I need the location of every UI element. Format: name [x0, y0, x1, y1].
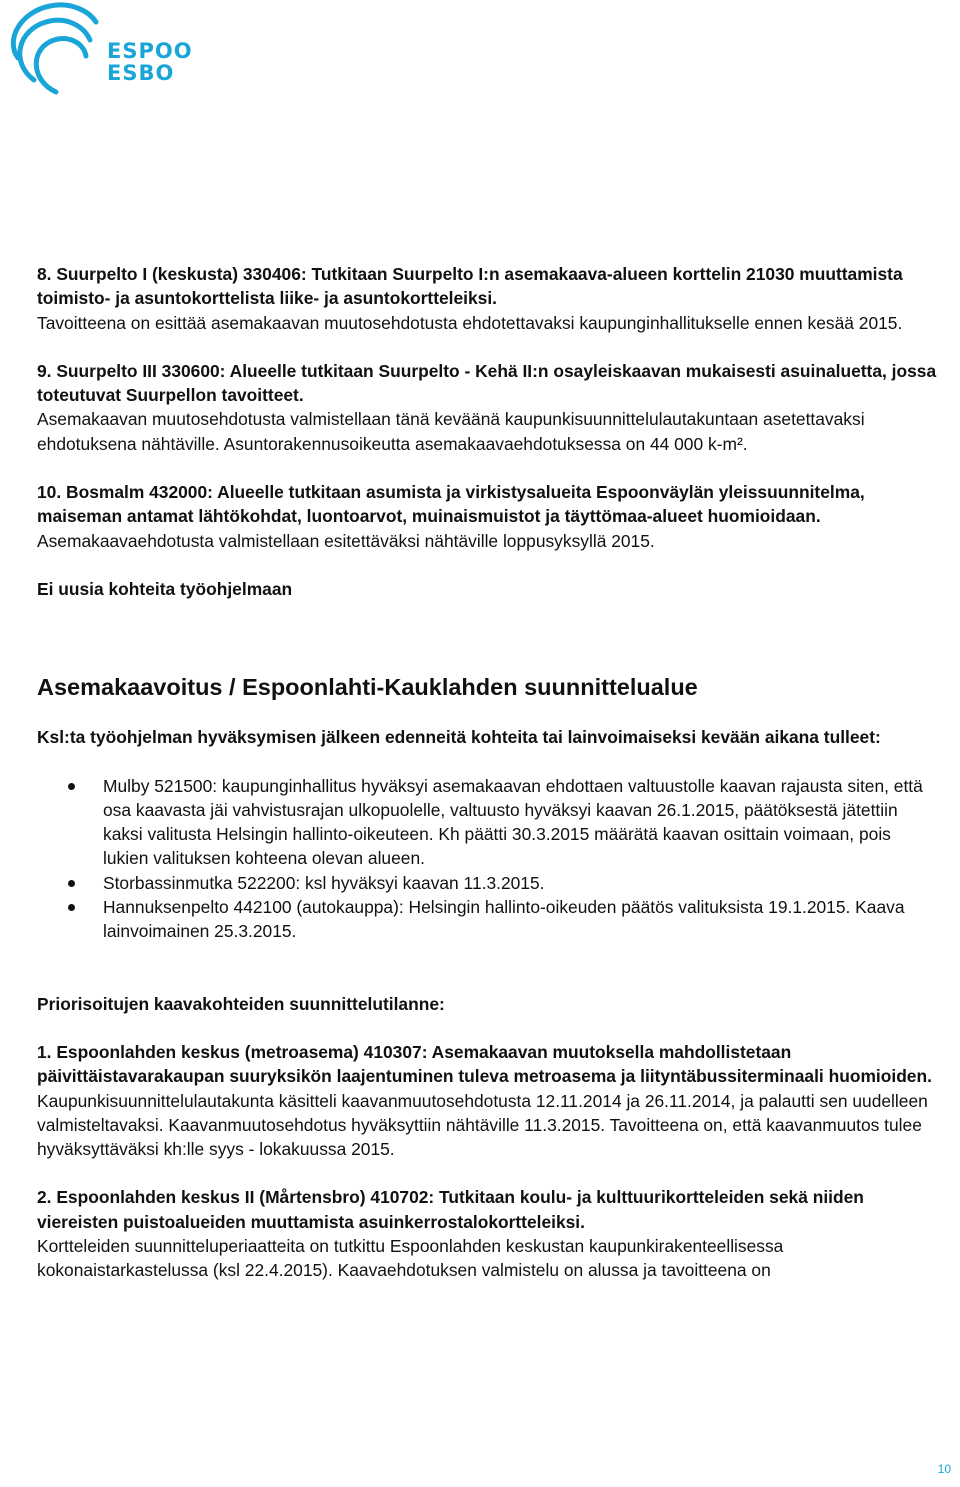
espoo-logo-text [107, 40, 193, 84]
item-8-heading: 8. Suurpelto I (keskusta) 330406: Tutkitaan Suurpelto I:n asemakaava-alueen korttelin 21030 muuttamista toimisto- ja asuntokorttelista liike- ja asuntokortteleiksi. [37, 264, 903, 309]
espoo-logo [0, 0, 200, 100]
priority-1-body: Kaupunkisuunnittelulautakunta käsitteli kaavanmuutosehdotusta 12.11.2014 ja 26.11.2014, ja palautti sen uudelleen valmisteltavaksi. Kaavanmuutosehdotus hyväksyttiin nähtäville 11.3.2015. Tavoitteena on, että kaavanmuutos tulee hyväksyttäväksi kh:lle syys - lokakuussa 2015. [37, 1090, 928, 1160]
list-item-text: Storbassinmutka 522200: ksl hyväksyi kaavan 11.3.2015. [103, 872, 545, 893]
priority-2-body: Kortteleiden suunnitteluperiaatteita on tutkittu Espoonlahden keskustan kaupunkirakenteellisessa kokonaistarkastelussa (ksl 22.4.2015). Kaavaehdotuksen valmistelu on alussa ja tavoitteena on [37, 1236, 784, 1281]
item-8-body: Tavoitteena on esittää asemakaavan muutosehdotusta ehdotettavaksi kaupunginhallitukselle ennen kesää 2015. [37, 312, 903, 333]
item-9-body: Asemakaavan muutosehdotusta valmistellaan tänä keväänä kaupunkisuunnittelulautakuntaan asetettavaksi ehdotuksena nähtäville. Asuntorakennusoikeutta asemakaavaehdotuksessa on 44 000 k-m². [37, 409, 865, 454]
item-10-body: Asemakaavaehdotusta valmistellaan esitettäväksi nähtäville loppusyksyllä 2015. [37, 530, 655, 551]
list-item [37, 871, 937, 895]
bullet-icon [68, 904, 75, 911]
list-item [37, 774, 937, 871]
item-10-heading: 10. Bosmalm 432000: Alueelle tutkitaan asumista ja virkistysalueita Espoonväylän yleissuunnitelma, maiseman antamat lähtökohdat, luontoarvot, muinaismuistot ja täyttömaa-alueet huomioidaan. [37, 482, 865, 527]
priority-1-heading: 1. Espoonlahden keskus (metroasema) 410307: Asemakaavan muutoksella mahdollistetaan päivittäistavarakaupan suuryksikön laajentuminen tuleva metroasema ja liityntäbussiterminaali huomioiden. [37, 1041, 932, 1087]
progress-list [37, 774, 937, 944]
bullet-icon [68, 880, 75, 887]
item-9-heading: 9. Suurpelto III 330600: Alueelle tutkitaan Suurpelto - Kehä II:n osayleiskaavan mukaisesti asuinaluetta, jossa toteutuvat Suurpellon tavoitteet. [37, 360, 937, 406]
section-title: Asemakaavoitus / Espoonlahti-Kauklahden suunnittelualue [37, 674, 698, 701]
logo-line-esbo: ESBO [107, 61, 175, 85]
list-item-text: Hannuksenpelto 442100 (autokauppa): Helsingin hallinto-oikeuden päätös valituksista 19.1.2015. Kaava lainvoimainen 25.3.2015. [103, 897, 905, 942]
espoo-logo-swirl-icon [0, 0, 110, 100]
logo-line-espoo: ESPOO [107, 39, 193, 63]
priority-subheading: Priorisoitujen kaavakohteiden suunnittelutilanne: [37, 993, 445, 1014]
list-item-text: Mulby 521500: kaupunginhallitus hyväksyi asemakaavan ehdottaen valtuustolle kaavan rajausta siten, että osa kaavasta jäi vahvistusrajan ulkopuolelle, valtuusto hyväksyi kaavan 26.1.2015, päätöksestä jätettiin kaksi valitusta Helsingin hallinto-oikeuteen. Kh päätti 30.3.2015 määrätä kaavan osittain voimaan, pois lukien valituksen kohteena olevan alueen. [103, 775, 923, 869]
no-new-items-note: Ei uusia kohteita työohjelmaan [37, 578, 293, 599]
page-number: 10 [937, 1462, 951, 1476]
document-body [37, 262, 937, 1283]
progress-subheading: Ksl:ta työohjelman hyväksymisen jälkeen edenneitä kohteita tai lainvoimaiseksi kevään aikana tulleet: [37, 727, 881, 748]
bullet-icon [68, 783, 75, 790]
priority-2-heading: 2. Espoonlahden keskus II (Mårtensbro) 410702: Tutkitaan koulu- ja kulttuurikortteleiden sekä niiden viereisten puistoalueiden muuttamista asuinkerrostalokortteleiksi. [37, 1187, 864, 1232]
list-item [37, 895, 937, 944]
